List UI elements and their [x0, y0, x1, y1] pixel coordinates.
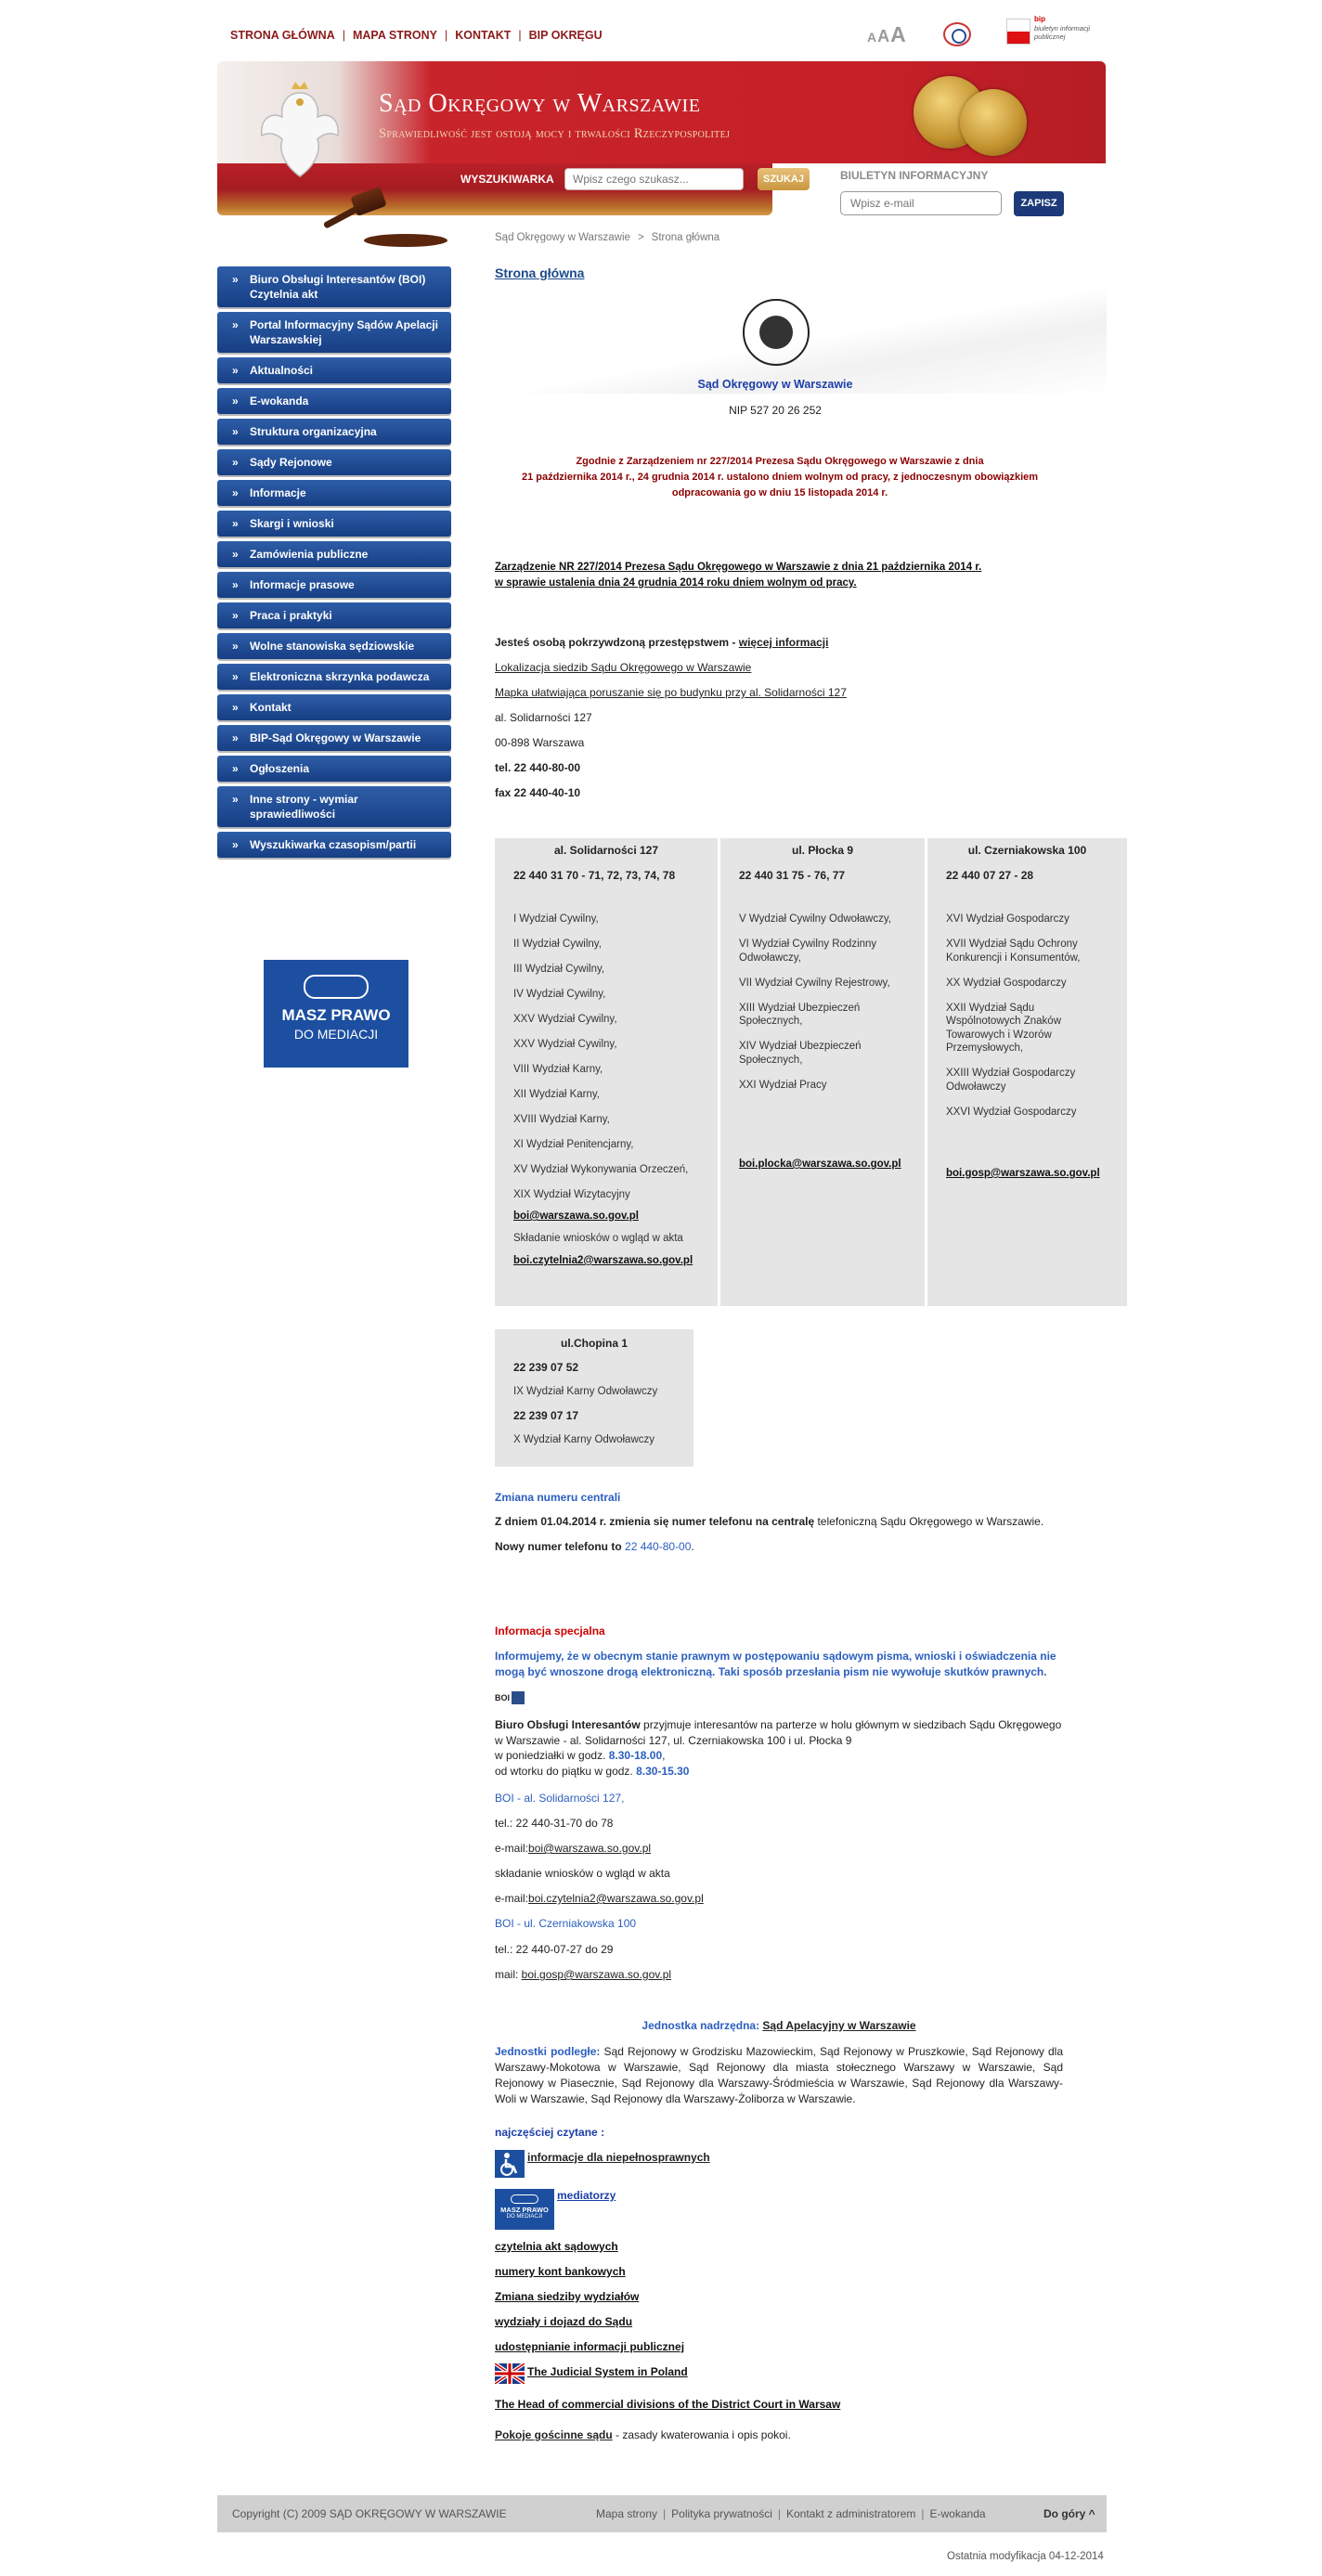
subordinate-units: Jednostki podległe: Sąd Rejonowy w Grodzisku Mazowieckim, Sąd Rejonowy w Pruszkowie, Sąd Rejonowy dla Warszawy-Mokotowa w Warszawie, Sąd Rejonowy dla miasta stołecznego Warszawy w Warszawie, Sąd Rejonowy w Piasecznie, Sąd Rejonowy dla Warszawy-Śródmieścia w Warszawie, Sąd Rejonowy dla Warszawy-Woli w Warszawie, Sąd Rejonowy dla Warszawy-Żoliborza w Warszawie. [495, 2045, 1063, 2105]
judicial-system-link[interactable]: The Judicial System in Poland [527, 2365, 688, 2378]
sidebar-menu [217, 266, 451, 862]
boi-email-1: e-mail:boi@warszawa.so.gov.pl [495, 1842, 652, 1855]
reading-room-link[interactable]: czytelnia akt sądowych [495, 2240, 618, 2253]
boi-email-3: mail: boi.gosp@warszawa.so.gov.pl [495, 1968, 672, 1981]
boi-phone-1: tel.: 22 440-31-70 do 78 [495, 1817, 614, 1830]
newsletter-subscribe-button[interactable]: ZAPISZ [1014, 191, 1064, 216]
sidebar-item-portal[interactable]: » Portal Informacyjny Sądów Apelacji Warszawskiej [217, 312, 451, 353]
email-link[interactable]: boi.czytelnia2@warszawa.so.gov.pl [528, 1892, 704, 1905]
special-info-title: Informacja specjalna [495, 1625, 605, 1638]
newsletter-label: BIULETYN INFORMACYJNY [840, 169, 989, 182]
ordinance-link[interactable]: Zarządzenie NR 227/2014 Prezesa Sądu Okręgowego w Warszawie z dnia 21 października 2014 r. w sprawie ustalenia dnia 24 grudnia 2014 roku dniem wolnym od pracy. [495, 562, 982, 589]
dept-column-chopina: ul.Chopina 1 22 239 07 52 IX Wydział Karny Odwoławczy 22 239 07 17 X Wydział Karny Odwoławczy [495, 1329, 693, 1467]
sidebar-item-bip[interactable]: » BIP-Sąd Okręgowy w Warszawie [217, 725, 451, 751]
boi-hours-week: od wtorku do piątku w godz. 8.30-15.30 [495, 1765, 690, 1778]
dept-email-link[interactable]: boi@warszawa.so.gov.pl [513, 1210, 639, 1222]
phone: tel. 22 440-80-00 [495, 761, 581, 774]
address-line-2: 00-898 Warszawa [495, 736, 585, 749]
back-to-top-link[interactable]: Do góry ^ [1043, 2507, 1095, 2520]
special-info-text: Informujemy, że w obecnym stanie prawnym w postępowaniu sądowym pisma, wnioski i oświadczenia nie mogą być wnoszone drogą elektroniczną. Taki sposób przesłania pism nie wywołuje skutków prawnych. [495, 1650, 1056, 1678]
guest-rooms: Pokoje gościnne sądu - zasady kwaterowania i opis pokoi. [495, 2428, 791, 2441]
font-large-button[interactable]: A [890, 22, 906, 46]
mediation-banner[interactable]: MASZ PRAWO DO MEDIACJI [264, 960, 408, 1068]
phone-change-line-2: Nowy numer telefonu to 22 440-80-00. [495, 1540, 694, 1553]
breadcrumb: Sąd Okręgowy w Warszawie > Strona główna [495, 232, 720, 243]
sidebar-item-ogloszenia[interactable]: » Ogłoszenia [217, 756, 451, 782]
footer-link-privacy[interactable]: Polityka prywatności [671, 2507, 772, 2520]
address-line-1: al. Solidarności 127 [495, 711, 592, 724]
flag-icon [1006, 19, 1030, 45]
bip-logo[interactable]: bip biuletyn informacji publicznej [1006, 13, 1095, 46]
footer-link-sitemap[interactable]: Mapa strony [596, 2507, 658, 2520]
footer [217, 2495, 1107, 2532]
search-button[interactable]: SZUKAJ [758, 168, 810, 190]
most-read-title: najczęściej czytane : [495, 2126, 605, 2139]
footer-links: Mapa strony | Polityka prywatności | Kontakt z administratorem | E-wokanda [596, 2507, 986, 2520]
font-size-switcher [867, 22, 907, 47]
boi-location-1: BOI - al. Solidarności 127, [495, 1792, 625, 1805]
relocation-link[interactable]: Zmiana siedziby wydziałów [495, 2290, 640, 2303]
parent-unit: Jednostka nadrzędna: Sąd Apelacyjny w Warszawie [642, 2019, 916, 2032]
last-modified: Ostatnia modyfikacja 04-12-2014 [947, 2551, 1104, 2562]
top-link-sitemap[interactable]: MAPA STRONY [352, 29, 437, 42]
sidebar-item-zamowienia[interactable]: » Zamówienia publiczne [217, 541, 451, 567]
accessibility-icon[interactable] [943, 22, 971, 46]
dept-column-czerniakowska: ul. Czerniakowska 100 22 440 07 27 - 28 XVI Wydział Gospodarczy XVII Wydział Sądu Ochrony Konkurencji i Konsumentów, XX Wydział Gospodarczy XXII Wydział Sądu Wspólnotowych Znaków Towarowych i Wzorów Przemysłowych, XXIII Wydział Gospodarczy Odwoławczy XXVI Wydział Gospodarczy boi.gosp@warszawa.so.gov.pl [927, 838, 1127, 1306]
sidebar-item-aktualnosci[interactable]: » Aktualności [217, 357, 451, 383]
font-small-button[interactable]: A [867, 30, 877, 45]
dept-column-solidarnosci: al. Solidarności 127 22 440 31 70 - 71, 72, 73, 74, 78 I Wydział Cywilny, II Wydział Cywilny, III Wydział Cywilny, IV Wydział Cywilny, XXV Wydział Cywilny, XXV Wydział Cywilny, VIII Wydział Karny, XII Wydział Karny, XVIII Wydział Karny, XI Wydział Penitencjarny, XV Wydział Wykonywania Orzeczeń, XIX Wydział Wizytacyjny boi@warszawa.so.gov.pl Składanie wniosków o wgląd w akta boi.czytelnia2@warszawa.so.gov.pl [495, 838, 718, 1306]
nip-number: NIP 527 20 26 252 [729, 404, 822, 417]
font-medium-button[interactable]: A [877, 27, 890, 45]
copyright: Copyright (C) 2009 SĄD OKRĘGOWY W WARSZAWIE [232, 2507, 507, 2520]
mediators-link[interactable]: mediatorzy [557, 2189, 616, 2202]
footer-link-admin[interactable]: Kontakt z administratorem [786, 2507, 916, 2520]
search-input[interactable] [564, 168, 744, 190]
sidebar-item-inne-strony[interactable]: » Inne strony - wymiar sprawiedliwości [217, 786, 451, 827]
sidebar-item-boi[interactable]: » Biuro Obsługi Interesantów (BOI) Czytelnia akt [217, 266, 451, 307]
phone-change-title: Zmiana numeru centrali [495, 1491, 621, 1504]
bank-accounts-link[interactable]: numery kont bankowych [495, 2265, 626, 2278]
boi-location-2: BOI - ul. Czerniakowska 100 [495, 1917, 637, 1930]
top-link-bip[interactable]: BIP OKRĘGU [528, 29, 603, 42]
top-link-home[interactable]: STRONA GŁÓWNA [230, 29, 335, 42]
top-link-contact[interactable]: KONTAKT [455, 29, 512, 42]
sidebar-item-kontakt[interactable]: » Kontakt [217, 694, 451, 720]
fax: fax 22 440-40-10 [495, 786, 581, 799]
dept-column-plocka: ul. Płocka 9 22 440 31 75 - 76, 77 V Wydział Cywilny Odwoławczy, VI Wydział Cywilny Rodzinny Odwoławczy, VII Wydział Cywilny Rejestrowy, XIII Wydział Ubezpieczeń Społecznych, XIV Wydział Ubezpieczeń Społecznych, XXI Wydział Pracy boi.plocka@warszawa.so.gov.pl [720, 838, 925, 1306]
boi-hours-monday: w poniedziałki w godz. 8.30-18.00, [495, 1749, 666, 1762]
boi-icon: BOI [495, 1690, 532, 1707]
page-title[interactable]: Strona główna [495, 265, 585, 280]
footer-link-ewokanda[interactable]: E-wokanda [929, 2507, 986, 2520]
boi-phone-2: tel.: 22 440-07-27 do 29 [495, 1943, 614, 1956]
boi-email-2: e-mail:boi.czytelnia2@warszawa.so.gov.pl [495, 1892, 704, 1905]
search-label: WYSZUKIWARKA [460, 173, 554, 186]
breadcrumb-current: Strona główna [651, 232, 720, 243]
boi-description: Biuro Obsługi Interesantów przyjmuje interesantów na parterze w holu głównym w siedzibach Sądu Okręgowego w Warszawie - al. Solidarności 127, ul. Czerniakowska 100 i ul. Płocka 9 [495, 1718, 1062, 1747]
sidebar-item-struktura[interactable]: » Struktura organizacyjna [217, 419, 451, 445]
mediation-small-icon: MASZ PRAWO DO MEDIACJI [495, 2189, 554, 2230]
holiday-notice: Zgodnie z Zarządzeniem nr 227/2014 Prezesa Sądu Okręgowego w Warszawie z dnia 21 października 2014 r., 24 grudnia 2014 r. ustalono dniem wolnym od pracy, z jednoczesnym obowiązkiem odpracowania go w dniu 15 listopada 2014 r. [521, 456, 1039, 498]
sidebar-item-wolne-stanowiska[interactable]: » Wolne stanowiska sędziowskie [217, 633, 451, 659]
building-map-link[interactable]: Mapka ułatwiająca poruszanie się po budynku przy al. Solidarności 127 [495, 686, 847, 699]
sidebar-item-praca[interactable]: » Praca i praktyki [217, 602, 451, 628]
victim-text: Jesteś osobą pokrzywdzoną przestępstwem - [495, 636, 739, 649]
eagle-emblem-icon [249, 80, 351, 191]
contact-info [495, 636, 847, 811]
sidebar-item-prasowe[interactable]: » Informacje prasowe [217, 572, 451, 598]
court-title: Sąd Okręgowy w Warszawie [379, 89, 701, 118]
sidebar-item-informacje[interactable]: » Informacje [217, 480, 451, 506]
public-info-link[interactable]: udostępnianie informacji publicznej [495, 2340, 685, 2353]
court-motto: Sprawiedliwość jest ostoją mocy i trwałości Rzeczypospolitej [379, 126, 731, 141]
coins-image [914, 72, 1014, 162]
sidebar-item-sady-rejonowe[interactable]: » Sądy Rejonowe [217, 449, 451, 475]
sidebar-item-skargi[interactable]: » Skargi i wnioski [217, 511, 451, 537]
phone-change-line-1: Z dniem 01.04.2014 r. zmienia się numer telefonu na centralę telefoniczną Sądu Okręgowego w Warszawie. [495, 1515, 1044, 1528]
email-link[interactable]: boi.gosp@warszawa.so.gov.pl [521, 1968, 672, 1981]
court-seal-icon [743, 299, 810, 366]
top-nav: STRONA GŁÓWNA | MAPA STRONY | KONTAKT | BIP OKRĘGU [230, 29, 603, 42]
breadcrumb-item[interactable]: Sąd Okręgowy w Warszawie [495, 232, 630, 243]
handshake-icon [304, 975, 369, 999]
dept-email-link[interactable]: boi.plocka@warszawa.so.gov.pl [739, 1159, 901, 1170]
dept-email-link[interactable]: boi.czytelnia2@warszawa.so.gov.pl [513, 1255, 693, 1266]
disabled-info-link[interactable]: informacje dla niepełnosprawnych [527, 2151, 710, 2164]
uk-flag-icon [495, 2363, 525, 2384]
email-link[interactable]: boi@warszawa.so.gov.pl [528, 1842, 652, 1855]
gavel-icon [297, 191, 455, 256]
boi-inspection: składanie wniosków o wgląd w akta [495, 1867, 670, 1880]
parent-unit-link[interactable]: Sąd Apelacyjny w Warszawie [762, 2019, 916, 2032]
locations-link[interactable]: Lokalizacja siedzib Sądu Okręgowego w Warszawie [495, 661, 752, 674]
dept-email-link[interactable]: boi.gosp@warszawa.so.gov.pl [946, 1168, 1100, 1179]
guest-rooms-link[interactable]: Pokoje gościnne sądu [495, 2428, 613, 2441]
wheelchair-icon [495, 2150, 525, 2178]
sidebar-item-ewokanda[interactable]: » E-wokanda [217, 388, 451, 414]
sidebar-item-wyszukiwarka[interactable]: » Wyszukiwarka czasopism/partii [217, 832, 451, 858]
court-name: Sąd Okręgowy w Warszawie [697, 378, 853, 391]
victim-more-link[interactable]: więcej informacji [738, 636, 829, 649]
newsletter-email-input[interactable] [840, 191, 1002, 215]
commercial-head-link[interactable]: The Head of commercial divisions of the District Court in Warsaw [495, 2398, 841, 2411]
sidebar-item-skrzynka[interactable]: » Elektroniczna skrzynka podawcza [217, 664, 451, 690]
directions-link[interactable]: wydziały i dojazd do Sądu [495, 2315, 633, 2328]
